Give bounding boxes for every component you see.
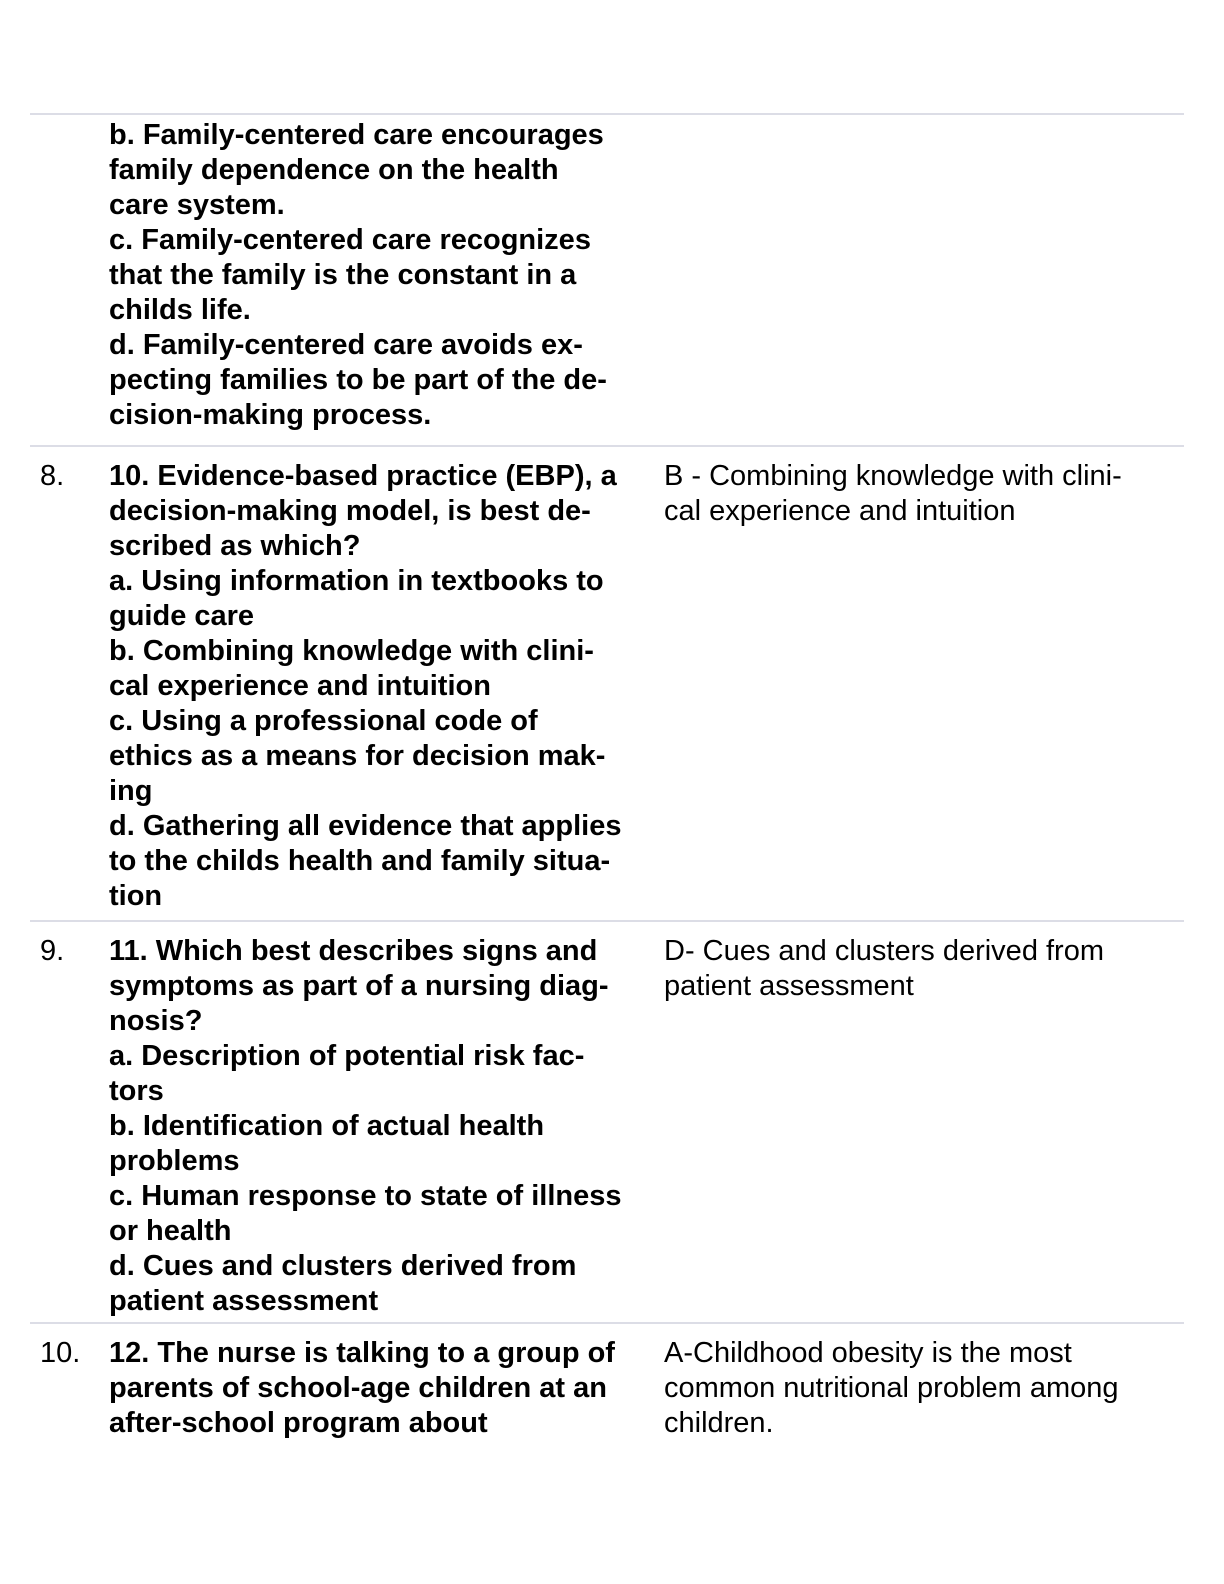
table-row: [30, 1324, 1184, 1444]
table-row: [30, 115, 1184, 445]
answer-text: B - Combining knowledge with clini- cal experience and intuition: [664, 460, 1122, 527]
question-text: 10. Evidence-based practice (EBP), a decision-making model, is best de- scribed as which? a. Using information in textbooks to guide care b. Combining knowledge with clini- cal experience and intuition c. Using a professional code of ethics as a means for decision mak- ing d. Gathering all evidence that applies to the childs health and family situa- tion: [109, 460, 622, 912]
row-number: 9.: [40, 935, 65, 967]
row-number: 10.: [40, 1337, 81, 1369]
question-text: 11. Which best describes signs and symptoms as part of a nursing diag- nosis? a. Description of potential risk fac- tors b. Identification of actual health problems c. Human response to state of illness or health d. Cues and clusters derived from patient assessment: [109, 935, 622, 1317]
question-text: b. Family-centered care encourages family dependence on the health care system. c. Family-centered care recognizes that the family is the constant in a childs life. d. Family-centered care avoids ex- pecting families to be part of the de- cision-making process.: [109, 119, 607, 431]
answer-text: A-Childhood obesity is the most common nutritional problem among children.: [664, 1337, 1119, 1439]
table-row: [30, 447, 1184, 920]
table-row: [30, 922, 1184, 1322]
flashcard-table: [30, 113, 1184, 1444]
row-number: 8.: [40, 460, 65, 492]
answer-text: D- Cues and clusters derived from patient assessment: [664, 935, 1104, 1002]
question-text: 12. The nurse is talking to a group of parents of school-age children at an after-school program about: [109, 1337, 615, 1439]
